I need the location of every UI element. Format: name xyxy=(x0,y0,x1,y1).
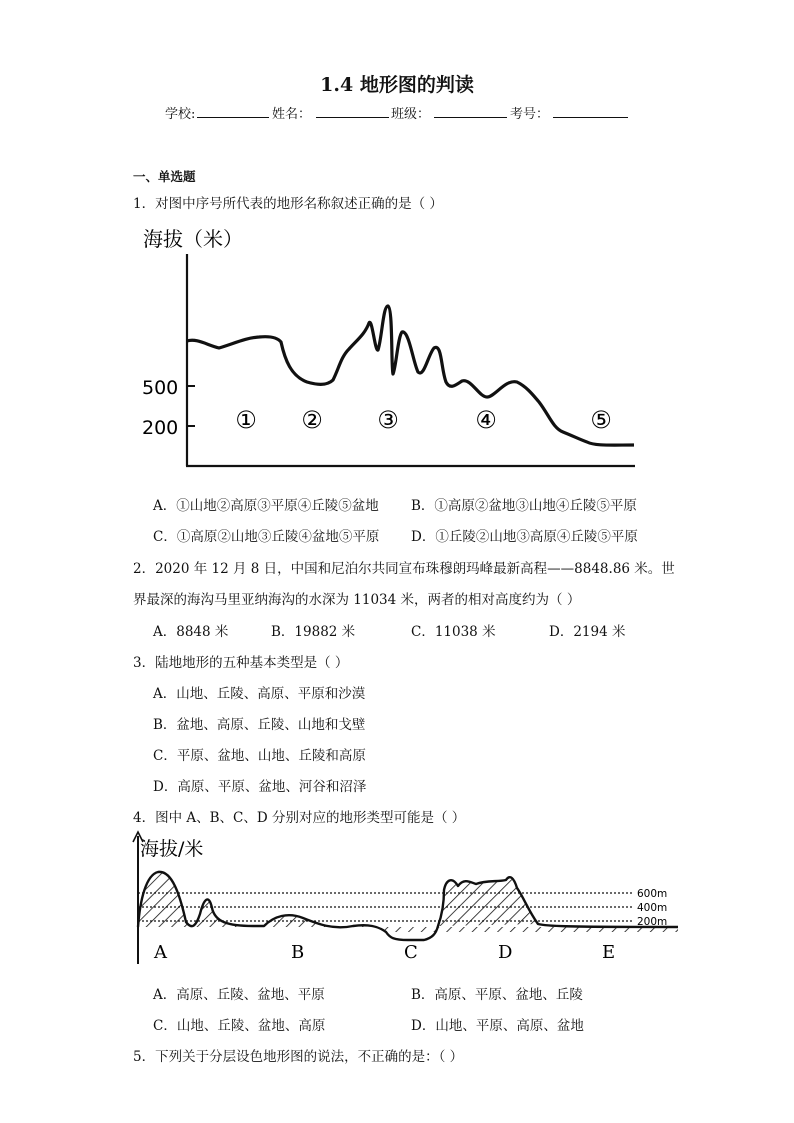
q1-marker-5: ⑤ xyxy=(590,406,612,434)
school-label: 学校: xyxy=(165,107,196,122)
q4-option-b[interactable]: B．高原、平原、盆地、丘陵 xyxy=(411,987,583,1003)
q2-option-b[interactable]: B．19882 米 xyxy=(271,624,356,640)
q1-option-b[interactable]: B．①高原②盆地③山地④丘陵⑤平原 xyxy=(411,498,637,514)
question-2-stem-line-1: 2．2020 年 12 月 8 日，中国和尼泊尔共同宣布珠穆朗玛峰最新高程——8848.86 米。世 xyxy=(133,561,675,577)
question-5-stem: 5．下列关于分层设色地形图的说法，不正确的是：（ ） xyxy=(133,1049,464,1065)
q1-marker-4: ④ xyxy=(475,406,497,434)
question-4-stem: 4．图中 A、B、C、D 分别对应的地形类型可能是（ ） xyxy=(133,810,466,826)
q3-option-d[interactable]: D．高原、平原、盆地、河谷和沼泽 xyxy=(153,779,367,795)
q2-option-d[interactable]: D．2194 米 xyxy=(549,624,626,640)
q1-tick-label-500: 500 xyxy=(142,377,179,399)
q3-option-a[interactable]: A．山地、丘陵、高原、平原和沙漠 xyxy=(153,686,366,702)
q4-plateau-fill xyxy=(438,877,538,926)
q3-option-b[interactable]: B．盆地、高原、丘陵、山地和戈壁 xyxy=(153,717,366,733)
q1-marker-2: ② xyxy=(301,406,323,434)
name-label: 姓名： xyxy=(272,107,312,122)
question-2-stem-line-2: 界最深的海沟马里亚纳海沟的水深为 11034 米，两者的相对高度约为（ ） xyxy=(133,592,581,608)
q4-letter-c: C xyxy=(404,942,418,963)
class-blank xyxy=(434,103,507,118)
q1-marker-1: ① xyxy=(235,406,257,434)
q4-letter-a: A xyxy=(154,942,167,963)
q4-level-label-400: 400m xyxy=(637,902,668,914)
q4-axis-label: 海拔/米 xyxy=(140,838,204,860)
q1-marker-3: ③ xyxy=(377,406,399,434)
name-blank xyxy=(316,103,389,118)
q4-terrain-fill xyxy=(138,872,678,932)
q4-option-c[interactable]: C．山地、丘陵、盆地、高原 xyxy=(153,1018,326,1034)
question-1-stem: 1．对图中序号所代表的地形名称叙述正确的是（ ） xyxy=(133,196,443,212)
q4-letter-d: D xyxy=(498,942,513,963)
q4-terrain-profile xyxy=(128,830,680,968)
page-title: 1.4 地形图的判读 xyxy=(320,74,474,96)
q4-letter-b: B xyxy=(291,942,305,963)
number-blank xyxy=(553,103,628,118)
q3-option-c[interactable]: C．平原、盆地、山地、丘陵和高原 xyxy=(153,748,366,764)
q1-tick-label-200: 200 xyxy=(142,417,179,439)
q4-level-label-200: 200m xyxy=(637,916,668,928)
number-label: 考号： xyxy=(510,107,550,122)
q1-axis-label: 海拔（米） xyxy=(143,227,243,251)
question-3-stem: 3．陆地地形的五种基本类型是（ ） xyxy=(133,655,349,671)
q4-letter-e: E xyxy=(602,942,616,963)
q2-option-c[interactable]: C．11038 米 xyxy=(411,624,496,640)
school-blank xyxy=(197,103,269,118)
q4-option-a[interactable]: A．高原、丘陵、盆地、平原 xyxy=(153,987,325,1003)
q4-level-label-600: 600m xyxy=(637,888,668,900)
section-heading: 一、单选题 xyxy=(133,169,196,184)
q4-option-d[interactable]: D．山地、平原、高原、盆地 xyxy=(411,1018,584,1034)
q1-option-d[interactable]: D．①丘陵②山地③高原④丘陵⑤平原 xyxy=(411,529,638,545)
q1-option-c[interactable]: C．①高原②山地③丘陵④盆地⑤平原 xyxy=(153,529,380,545)
q2-option-a[interactable]: A．8848 米 xyxy=(153,624,229,640)
class-label: 班级： xyxy=(391,107,431,122)
q1-terrain-profile xyxy=(135,222,645,474)
q1-option-a[interactable]: A．①山地②高原③平原④丘陵⑤盆地 xyxy=(153,498,379,514)
